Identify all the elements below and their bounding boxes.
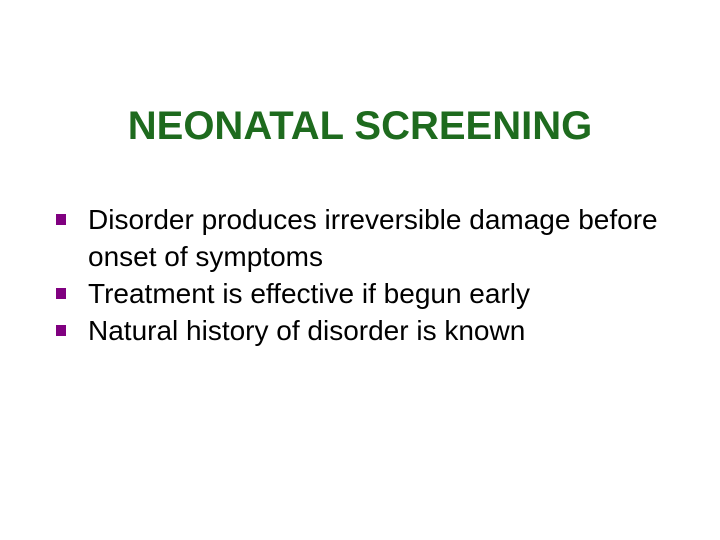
bullet-text: Treatment is effective if begun early: [88, 278, 530, 309]
bullet-item: [0, 201, 720, 275]
square-bullet-icon: [56, 214, 66, 225]
bullet-item: [0, 275, 720, 312]
square-bullet-icon: [56, 325, 66, 336]
bullet-text: Disorder produces irreversible damage before onset of symptoms: [88, 204, 658, 272]
square-bullet-icon: [56, 288, 66, 299]
bullet-list: [0, 201, 720, 349]
bullet-item: [0, 312, 720, 349]
bullet-text: Natural history of disorder is known: [88, 315, 526, 346]
slide-title: NEONATAL SCREENING: [127, 104, 593, 148]
